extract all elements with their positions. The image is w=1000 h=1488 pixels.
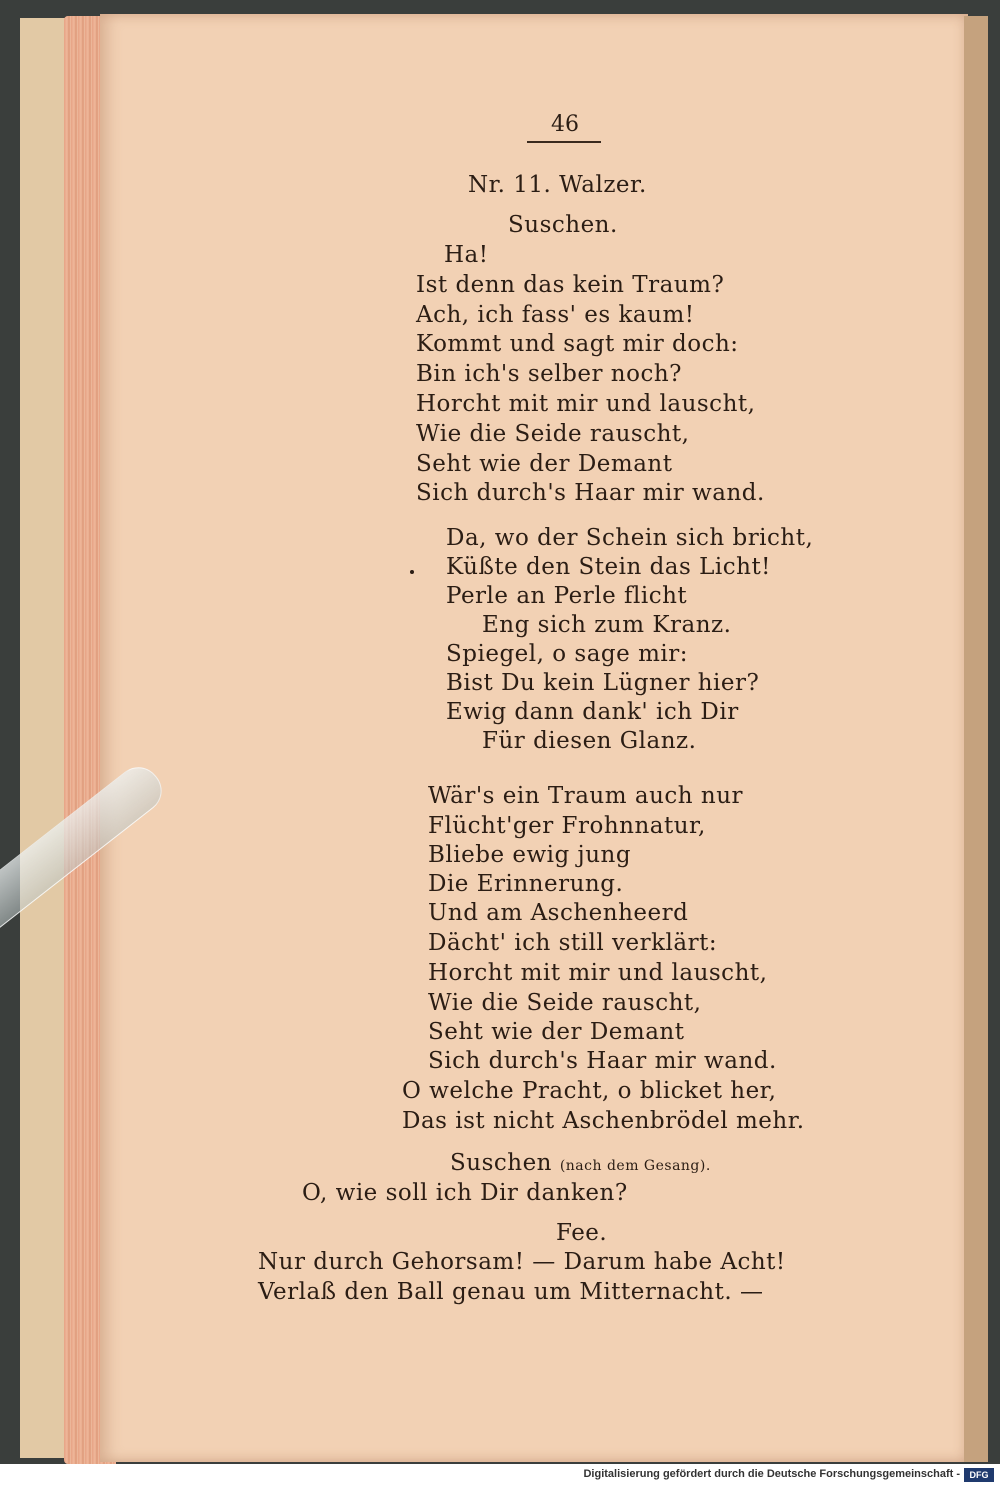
verse-line: Da, wo der Schein sich bricht, <box>446 525 814 551</box>
verse-line: Kommt und sagt mir doch: <box>416 331 739 357</box>
page-number-rule <box>527 141 601 143</box>
verse-line: Horcht mit mir und lauscht, <box>428 960 768 986</box>
verse-line: Bin ich's selber noch? <box>416 361 682 387</box>
verse-line: Ist denn das kein Traum? <box>416 272 725 298</box>
section-heading: Nr. 11. Walzer. <box>468 172 647 198</box>
verse-line: Wär's ein Traum auch nur <box>428 783 744 809</box>
verse-line: Seht wie der Demant <box>428 1019 685 1045</box>
speaker-name: Suschen <box>450 1150 552 1176</box>
verse-line: Und am Aschenheerd <box>428 900 689 926</box>
verse-line: Küßte den Stein das Licht! <box>446 554 771 580</box>
verse-line: Flücht'ger Frohnnatur, <box>428 813 706 839</box>
footer-credit: Digitalisierung gefördert durch die Deutsche Forschungsgemeinschaft - <box>583 1468 960 1480</box>
verse-line: Ewig dann dank' ich Dir <box>446 699 739 725</box>
dialogue-line: O, wie soll ich Dir danken? <box>302 1180 628 1206</box>
verse-line: Wie die Seide rauscht, <box>428 990 702 1016</box>
verse-line: Spiegel, o sage mir: <box>446 641 688 667</box>
verse-line: Das ist nicht Aschenbrödel mehr. <box>402 1108 805 1134</box>
speaker-suschen: Suschen. <box>508 212 618 238</box>
verse-line: Bliebe ewig jung <box>428 842 632 868</box>
verse-line: Horcht mit mir und lauscht, <box>416 391 756 417</box>
dfg-logo-icon: DFG <box>964 1468 994 1482</box>
page-number: 46 <box>551 112 579 137</box>
speaker-fee: Fee. <box>556 1220 608 1246</box>
speaker-suschen-2 <box>450 1148 711 1181</box>
book-right-edge <box>964 16 988 1462</box>
verse-line: Eng sich zum Kranz. <box>482 612 732 638</box>
stage-direction: (nach dem Gesang). <box>559 1158 711 1174</box>
footer-bar <box>0 1464 1000 1488</box>
verse-line: Ach, ich fass' es kaum! <box>416 302 695 328</box>
verse-line: Die Erinnerung. <box>428 871 624 897</box>
verse-line: O welche Pracht, o blicket her, <box>402 1078 777 1104</box>
verse-line: Ha! <box>444 242 489 268</box>
verse-line: Wie die Seide rauscht, <box>416 421 690 447</box>
verse-line: Sich durch's Haar mir wand. <box>416 480 765 506</box>
verse-line: Für diesen Glanz. <box>482 728 697 754</box>
verse-line: Perle an Perle flicht <box>446 583 688 609</box>
dialogue-line: Verlaß den Ball genau um Mitternacht. — <box>258 1279 764 1305</box>
verse-line: Bist Du kein Lügner hier? <box>446 670 760 696</box>
dialogue-line: Nur durch Gehorsam! — Darum habe Acht! <box>258 1249 786 1275</box>
stray-mark <box>410 570 414 574</box>
verse-line: Sich durch's Haar mir wand. <box>428 1048 777 1074</box>
verse-line: Seht wie der Demant <box>416 451 673 477</box>
verse-line: Dächt' ich still verklärt: <box>428 930 718 956</box>
